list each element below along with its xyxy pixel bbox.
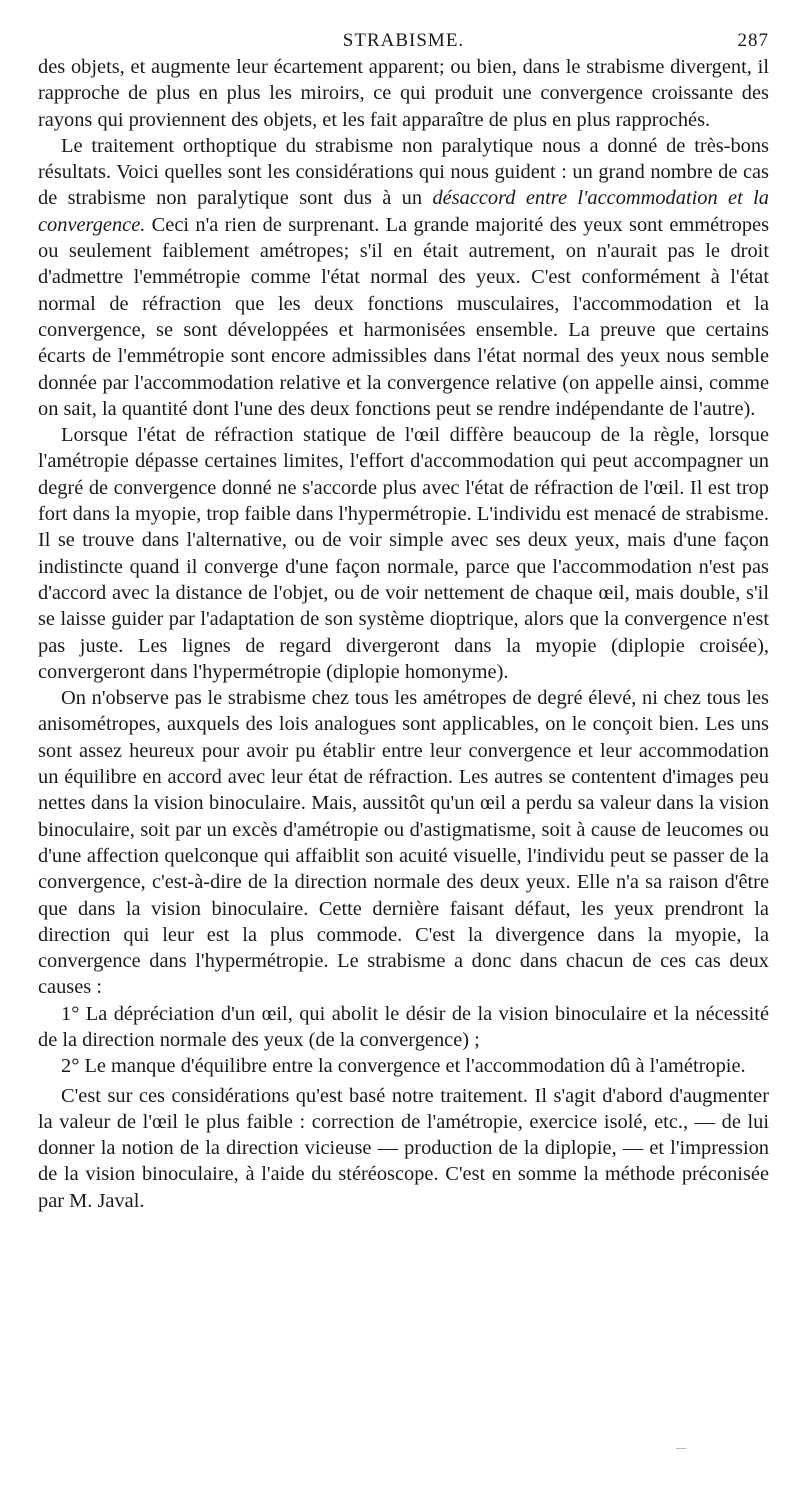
book-page — [38, 30, 769, 1214]
paragraph-continuation: des objets, et augmente leur écartement apparent; ou bien, dans le strabisme divergent, il rapproche de plus en plus les miroirs, ce qui produit une convergence croissante des rayons qui proviennent des objets, et les fait apparaître de plus en plus rapprochés. — [38, 56, 769, 131]
paragraph-text-before-emphasis: Le traitement orthoptique du strabisme non paralytique nous a donné de très-bons résultats. Voici quelles sont les considérations qui nous guident : un grand nombre de cas de strabisme non paralytique sont dus à un — [38, 134, 769, 210]
paragraph-text-after-emphasis: Ceci n'a rien de surprenant. La grande majorité des yeux sont emmétropes ou seulement faiblement amétropes; s'il en était autrement, on n'aurait pas le droit d'admettre l'emmétropie comme l'état normal des yeux. C'est conformément à l'état normal de réfraction que les deux fonctions musculaires, l'accommodation et la convergence, se sont développées et harmonisées ensemble. La preuve que certains écarts de l'emmétropie sont encore admissibles dans l'état normal des yeux nous semble donnée par l'accommodation relative et la convergence relative (on appelle ainsi, comme on sait, la quantité dont l'une des deux fonctions peut se rendre indépendante de l'autre). — [38, 213, 769, 420]
paragraph-orthoptic-treatment — [38, 133, 769, 422]
emphasized-phrase: désaccord entre l'accommodation et la convergence. — [38, 187, 769, 236]
page-number: 287 — [737, 30, 769, 51]
list-item-cause-2: 2° Le manque d'équilibre entre la convergence et l'accommodation dû à l'amétropie. — [61, 1055, 746, 1078]
running-title: STRABISME. — [342, 30, 465, 51]
paragraph-treatment-basis: C'est sur ces considérations qu'est basé notre traitement. Il s'agit d'abord d'augmenter la valeur de l'œil le plus faible : correction de l'amétropie, exercice isolé, etc., — de lui donner la notion de la direction vicieuse — production de la diplopie, — et l'impression de la vision binoculaire, à l'aide du stéréoscope. C'est en somme la méthode préconisée par M. Javal. — [38, 1084, 769, 1212]
stray-print-mark — [676, 1448, 686, 1449]
paragraph-ametropes: On n'observe pas le strabisme chez tous les amétropes de degré élevé, ni chez tous les anisométropes, auxquels des lois analogues sont applicables, on le conçoit bien. Les uns sont assez heureux pour avoir pu établir entre leur convergence et leur accommodation un équilibre en accord avec leur état de réfraction. Les autres se contentent d'images peu nettes dans la vision binoculaire. Mais, aussitôt qu'un œil a perdu sa valeur dans la vision binoculaire, soit par un excès d'amétropie ou d'astigmatisme, soit à cause de leucomes ou d'une affection quelconque qui affaiblit son acuité visuelle, l'individu peut se passer de la convergence, c'est-à-dire de la direction normale des deux yeux. Elle n'a sa raison d'être que dans la vision binoculaire. Cette dernière faisant défaut, les yeux prendront la direction qui leur est la plus commode. C'est la divergence dans la myopie, la convergence dans l'hypermétropie. Le strabisme a donc dans chacun de ces cas deux causes : — [38, 687, 769, 999]
paragraph-refraction-state: Lorsque l'état de réfraction statique de l'œil diffère beaucoup de la règle, lorsque l'amétropie dépasse certaines limites, l'effort d'accommodation qui peut accompagner un degré de convergence donné ne s'accorde plus avec l'état de réfraction de l'œil. Il est trop fort dans la myopie, trop faible dans l'hypermétropie. L'individu est menacé de strabisme. Il se trouve dans l'alternative, ou de voir simple avec ses deux yeux, mais d'une façon indistincte quand il converge d'une façon normale, parce que l'accommodation n'est pas d'accord avec la distance de l'objet, ou de voir nettement de chaque œil, mais double, s'il se laisse guider par l'adaptation de son système dioptrique, alors que la convergence n'est pas juste. Les lignes de regard divergeront dans la myopie (diplopie croisée), convergeront dans l'hypermétropie (diplopie homonyme). — [38, 424, 769, 683]
body-text — [38, 54, 769, 1214]
list-item-cause-1: 1° La dépréciation d'un œil, qui abolit le désir de la vision binoculaire et la nécessité de la direction normale des yeux (de la convergence) ; — [38, 1002, 769, 1051]
running-header — [38, 30, 769, 54]
